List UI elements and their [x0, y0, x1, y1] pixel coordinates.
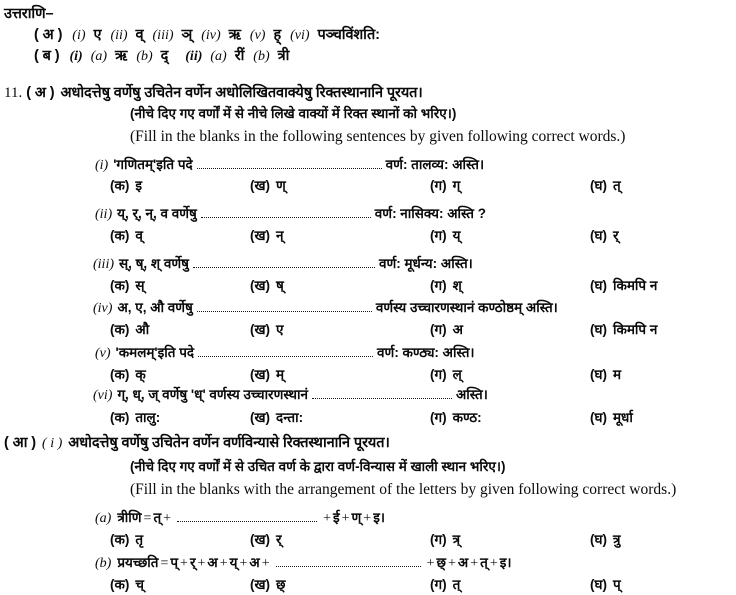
answer-line-a-label: ( अ )	[34, 27, 63, 43]
answer-item-value: ह्	[273, 27, 282, 43]
fill-blank[interactable]	[201, 205, 371, 218]
item-text-before: 'गणितम्'इति पदे	[113, 157, 193, 172]
fill-blank[interactable]	[276, 554, 421, 567]
answer-item	[253, 48, 289, 64]
option-b[interactable]	[250, 176, 286, 194]
option-key: (ख)	[250, 410, 271, 425]
item-roman-number: (vi)	[93, 388, 113, 403]
answer-item-value: व्	[135, 27, 144, 43]
answer-item-num: (iv)	[201, 28, 221, 43]
answer-item-num: (i)	[72, 28, 86, 43]
option-a[interactable]	[110, 226, 143, 244]
answer-item	[110, 27, 143, 43]
arrangement-item	[95, 553, 511, 572]
option-a[interactable]	[110, 365, 146, 383]
answer-item-num: (iii)	[152, 28, 174, 43]
option-key: (घ)	[590, 228, 607, 243]
plus-sign: +	[180, 556, 188, 571]
option-b[interactable]	[250, 408, 303, 426]
item-letter: अ	[249, 555, 260, 570]
answer-item-sub: (a)	[210, 49, 227, 64]
fill-blank[interactable]	[193, 255, 375, 268]
option-b[interactable]	[250, 276, 284, 294]
option-key: (ग)	[430, 322, 447, 337]
option-value: व्	[135, 228, 143, 243]
question-11-title-english: (Fill in the blanks in the following sentences by given following correct words.)	[130, 128, 626, 145]
options-row	[0, 320, 700, 340]
option-value: प्	[612, 577, 621, 592]
option-key: (घ)	[590, 322, 607, 337]
answer-item	[290, 27, 380, 43]
answer-item	[201, 27, 241, 43]
answer-item-value: ऋ	[115, 48, 128, 64]
question-item	[95, 343, 475, 362]
option-value: श्	[452, 278, 462, 293]
item-letter: इ।	[373, 510, 385, 525]
option-a[interactable]	[110, 575, 144, 593]
option-key: (घ)	[590, 278, 607, 293]
option-key: (ग)	[430, 278, 447, 293]
item-text-after: वर्ण: तालव्य: अस्ति।	[385, 157, 485, 172]
item-roman-number: (iv)	[93, 301, 113, 316]
option-key: (घ)	[590, 410, 607, 425]
option-key: (घ)	[590, 367, 607, 382]
answer-item-num: (v)	[249, 28, 266, 43]
item-letter: य्	[229, 555, 238, 570]
option-value: र्	[276, 532, 282, 547]
answer-item	[72, 27, 101, 43]
option-key: (क)	[110, 577, 130, 592]
question-11-heading	[4, 82, 423, 102]
option-a[interactable]	[110, 408, 160, 426]
item-word: प्रयच्छति	[117, 555, 159, 570]
option-b[interactable]	[250, 365, 284, 383]
option-d[interactable]	[590, 365, 621, 383]
option-d[interactable]	[590, 226, 619, 244]
option-value: त्	[612, 178, 621, 193]
question-roman-number: ( i )	[42, 436, 63, 451]
option-value: म्	[276, 367, 285, 382]
item-letter: अ	[457, 555, 469, 570]
question-11-title-hindi: (नीचे दिए गए वर्णों में से नीचे लिखे वाक्यों में रिक्त स्थानों को भरिए।)	[130, 106, 457, 121]
answer-item-value: ऋ	[228, 27, 241, 43]
option-key: (ग)	[430, 178, 447, 193]
item-text-after: अस्ति।	[455, 387, 488, 402]
item-text-before: य्, र्, न्, व वर्णेषु	[117, 206, 197, 221]
options-row	[0, 365, 700, 385]
option-a[interactable]	[110, 276, 145, 294]
option-d[interactable]	[590, 176, 621, 194]
answer-item-num: (vi)	[290, 28, 310, 43]
answer-item-value: ए	[93, 27, 102, 43]
item-letter: त्	[153, 510, 162, 525]
option-d[interactable]	[590, 408, 633, 426]
option-key: (घ)	[590, 178, 607, 193]
option-c[interactable]	[430, 365, 462, 383]
option-value: त्रु	[612, 532, 621, 547]
option-value: तालु:	[135, 410, 161, 425]
options-row	[0, 575, 700, 595]
option-value: किमपि न	[612, 278, 658, 293]
option-c[interactable]	[430, 176, 460, 194]
option-key: (क)	[110, 278, 130, 293]
option-value: कण्ठ:	[452, 410, 482, 425]
option-value: स्	[135, 278, 145, 293]
options-row	[0, 530, 700, 550]
option-key: (ख)	[250, 577, 271, 592]
question-11-aa-title-hindi: (नीचे दिए गए वर्णों में से उचित वर्ण के द्वारा वर्ण-विन्यास में खाली स्थान भरिए।)	[130, 459, 506, 474]
answer-item-num: (i)	[69, 49, 83, 64]
option-c[interactable]	[430, 530, 460, 548]
option-value: क्	[135, 367, 146, 382]
option-c[interactable]	[430, 408, 482, 426]
fill-blank[interactable]	[177, 509, 317, 522]
question-part-label: ( आ )	[4, 435, 37, 451]
option-d[interactable]	[590, 575, 621, 593]
plus-sign: +	[447, 556, 456, 571]
question-item	[95, 155, 484, 174]
item-text-after: वर्ण: नासिक्य: अस्ति ?	[374, 206, 486, 221]
option-key: (क)	[110, 367, 130, 382]
answer-item	[136, 48, 168, 64]
question-item	[93, 385, 488, 404]
item-letter: अ	[207, 555, 218, 570]
option-value: त्	[452, 577, 461, 592]
question-11-part-a	[4, 82, 423, 102]
item-text-before: अ, ए, औ वर्णेषु	[117, 300, 193, 315]
options-row	[0, 276, 700, 296]
fill-blank[interactable]	[197, 299, 372, 312]
option-b[interactable]	[250, 320, 284, 338]
option-value: च्	[135, 577, 144, 592]
answer-line-b	[34, 48, 298, 64]
item-letter: ण्	[351, 510, 362, 525]
answer-item-sub: (a)	[90, 49, 108, 64]
question-item	[93, 298, 558, 317]
item-roman-number: (b)	[95, 556, 112, 571]
option-value: र्	[612, 228, 619, 243]
option-d[interactable]	[590, 276, 657, 294]
item-text-before: ग्, ध्, ज् वर्णेषु 'ध्' वर्णस्य उच्चारणस्थानं	[117, 387, 308, 402]
options-row	[0, 176, 700, 196]
options-row	[0, 226, 700, 246]
item-letter: छ्	[436, 555, 446, 570]
option-value: मूर्धा	[612, 410, 633, 425]
plus-sign: +	[261, 556, 270, 571]
answer-item-num: (ii)	[185, 49, 203, 64]
option-key: (ख)	[250, 228, 271, 243]
item-roman-number: (v)	[95, 346, 111, 361]
option-key: (क)	[110, 322, 130, 337]
option-value: ग्	[452, 178, 461, 193]
option-key: (ख)	[250, 178, 271, 193]
option-key: (घ)	[590, 577, 607, 592]
answer-item-value: रीं	[234, 48, 245, 64]
item-roman-number: (a)	[95, 511, 112, 526]
option-key: (ग)	[430, 367, 447, 382]
option-value: ए	[276, 322, 284, 337]
plus-sign: +	[489, 556, 498, 571]
item-text-before: स्, ष्, श् वर्णेषु	[119, 256, 189, 271]
fill-blank[interactable]	[197, 156, 382, 169]
arrangement-item	[95, 508, 385, 527]
option-value: किमपि न	[612, 322, 658, 337]
option-value: त्र्	[452, 532, 461, 547]
question-11-part-aa	[4, 432, 390, 452]
option-key: (ख)	[250, 278, 271, 293]
item-text-after: वर्ण: कण्ठ्य: अस्ति।	[377, 345, 475, 360]
option-key: (क)	[110, 228, 130, 243]
plus-sign: +	[426, 556, 435, 571]
item-letter: र्	[189, 555, 196, 570]
answer-item-num: (ii)	[110, 28, 128, 43]
option-value: म	[612, 367, 622, 382]
option-key: (घ)	[590, 532, 607, 547]
equals-sign: =	[160, 556, 169, 571]
equals-sign: =	[143, 511, 152, 526]
item-word: त्रीणि	[117, 510, 142, 525]
option-a[interactable]	[110, 320, 149, 338]
option-value: छ्	[276, 577, 286, 592]
plus-sign: +	[197, 556, 206, 571]
option-c[interactable]	[430, 320, 463, 338]
answer-item	[250, 27, 281, 43]
option-a[interactable]	[110, 176, 142, 194]
plus-sign: +	[323, 511, 331, 526]
answer-item-value: त्री	[277, 48, 290, 64]
question-number: 11.	[4, 85, 23, 101]
option-key: (ग)	[430, 577, 447, 592]
answer-item-value: पञ्चविंशति:	[317, 27, 380, 43]
question-item	[95, 204, 486, 223]
options-row	[0, 408, 700, 428]
item-roman-number: (iii)	[93, 257, 114, 272]
answer-line-a	[34, 27, 389, 43]
question-11-aa-heading	[4, 432, 390, 452]
option-value: य्	[452, 228, 461, 243]
item-letter: इ।	[499, 555, 512, 570]
plus-sign: +	[341, 511, 350, 526]
answer-item-sub: (b)	[253, 49, 270, 64]
item-text-before: 'कमलम्'इति पदे	[115, 345, 195, 360]
option-d[interactable]	[590, 320, 657, 338]
item-text-after: वर्ण: मूर्धन्य: अस्ति।	[378, 256, 473, 271]
fill-blank[interactable]	[198, 344, 373, 357]
item-letter: प्	[170, 555, 179, 570]
option-value: दन्ता:	[276, 410, 304, 425]
option-key: (ख)	[250, 322, 271, 337]
plus-sign: +	[363, 511, 372, 526]
option-value: तृ	[135, 532, 144, 547]
option-b[interactable]	[250, 530, 282, 548]
answer-item-value: ञ्	[181, 27, 193, 43]
answer-line-b-label: ( ब )	[34, 48, 60, 64]
option-value: न्	[276, 228, 284, 243]
option-key: (ख)	[250, 532, 271, 547]
option-value: ल्	[452, 367, 462, 382]
plus-sign: +	[219, 556, 228, 571]
option-key: (ग)	[430, 532, 447, 547]
option-value: ष्	[276, 278, 284, 293]
item-roman-number: (ii)	[95, 207, 113, 222]
option-a[interactable]	[110, 530, 143, 548]
option-d[interactable]	[590, 530, 620, 548]
question-11-aa-title-english: (Fill in the blanks with the arrangement of the letters by given following correct words.)	[130, 481, 677, 498]
item-letter: ई	[332, 510, 340, 525]
option-c[interactable]	[430, 276, 462, 294]
option-value: ण्	[276, 178, 286, 193]
answer-item	[70, 48, 128, 64]
item-roman-number: (i)	[95, 158, 109, 173]
option-value: अ	[452, 322, 463, 337]
option-key: (ख)	[250, 367, 271, 382]
answer-item-value: द्	[160, 48, 169, 64]
option-b[interactable]	[250, 575, 286, 593]
question-title-sanskrit: अधोदत्तेषु वर्णेषु उचितेन वर्णेन वर्णविन्यासे रिक्तस्थानानि पूरयत।	[68, 435, 390, 451]
fill-blank[interactable]	[312, 386, 452, 399]
option-key: (क)	[110, 410, 130, 425]
question-title-sanskrit: अधोदत्तेषु वर्णेषु उचितेन वर्णेन अधोलिखितवाक्येषु रिक्तस्थानानि पूरयत।	[60, 85, 423, 101]
question-item	[93, 254, 473, 273]
option-value: औ	[135, 322, 150, 337]
question-part-label: ( अ )	[26, 85, 55, 101]
plus-sign: +	[239, 556, 248, 571]
option-key: (ग)	[430, 410, 447, 425]
option-key: (क)	[110, 532, 130, 547]
item-text-after: वर्णस्य उच्चारणस्थानं कण्ठोष्ठम् अस्ति।	[375, 300, 558, 315]
item-letter: त्	[480, 555, 488, 570]
answer-item-sub: (b)	[136, 49, 153, 64]
option-key: (क)	[110, 178, 130, 193]
plus-sign: +	[470, 556, 479, 571]
option-c[interactable]	[430, 226, 460, 244]
plus-sign: +	[163, 511, 172, 526]
option-key: (ग)	[430, 228, 447, 243]
answers-heading: उत्तराणि–	[4, 6, 54, 22]
answer-item	[185, 48, 244, 64]
answer-item	[153, 27, 193, 43]
option-b[interactable]	[250, 226, 284, 244]
option-value: इ	[135, 178, 142, 193]
option-c[interactable]	[430, 575, 460, 593]
